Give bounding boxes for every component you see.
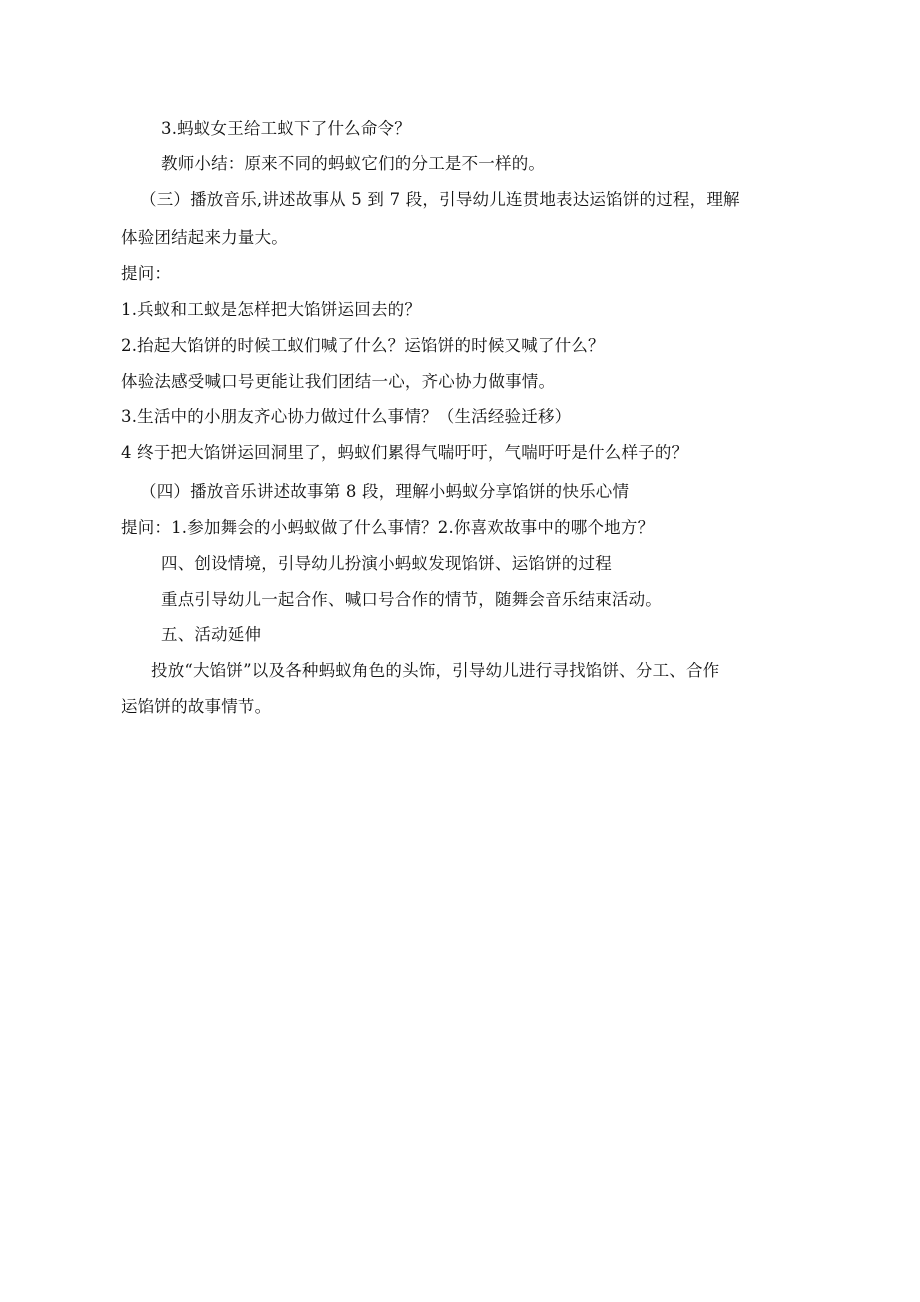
question-1-soldier-worker: 1.兵蚁和工蚁是怎样把大馅饼运回去的？ [121, 300, 422, 319]
part-4-focus: 重点引导幼儿一起合作、喊口号合作的情节，随舞会音乐结束活动。 [161, 590, 662, 609]
part-4-heading: 四、创设情境，引导幼儿扮演小蚂蚁发现馅饼、运馅饼的过程 [161, 554, 612, 573]
question-4-tired: 4 终于把大馅饼运回洞里了，蚂蚁们累得气喘吁吁，气喘吁吁是什么样子的？ [121, 443, 689, 462]
section-4-questions: 提问：1.参加舞会的小蚂蚁做了什么事情？2.你喜欢故事中的哪个地方？ [121, 518, 655, 537]
section-3-heading: （三）播放音乐,讲述故事从 5 到 7 段，引导幼儿连贯地表达运馅饼的过程，理解 [140, 190, 740, 209]
extension-activity: 投放“大馅饼”以及各种蚂蚁角色的头饰，引导幼儿进行寻找馅饼、分工、合作 [151, 661, 720, 680]
question-2-shout: 2.抬起大馅饼的时候工蚁们喊了什么？运馅饼的时候又喊了什么？ [121, 336, 605, 355]
experience-method: 体验法感受喊口号更能让我们团结一心，齐心协力做事情。 [121, 372, 556, 391]
teacher-summary: 教师小结：原来不同的蚂蚁它们的分工是不一样的。 [161, 154, 546, 173]
questions-label: 提问： [121, 264, 172, 283]
question-3-queen-command: 3.蚂蚁女王给工蚁下了什么命令？ [161, 119, 411, 138]
part-5-heading: 五、活动延伸 [161, 625, 262, 644]
section-4-heading: （四）播放音乐讲述故事第 8 段，理解小蚂蚁分享馅饼的快乐心情 [140, 482, 630, 501]
extension-activity-continued: 运馅饼的故事情节。 [121, 697, 272, 716]
question-3-cooperation: 3.生活中的小朋友齐心协力做过什么事情？（生活经验迁移） [121, 407, 572, 426]
section-3-heading-continued: 体验团结起来力量大。 [121, 228, 288, 247]
